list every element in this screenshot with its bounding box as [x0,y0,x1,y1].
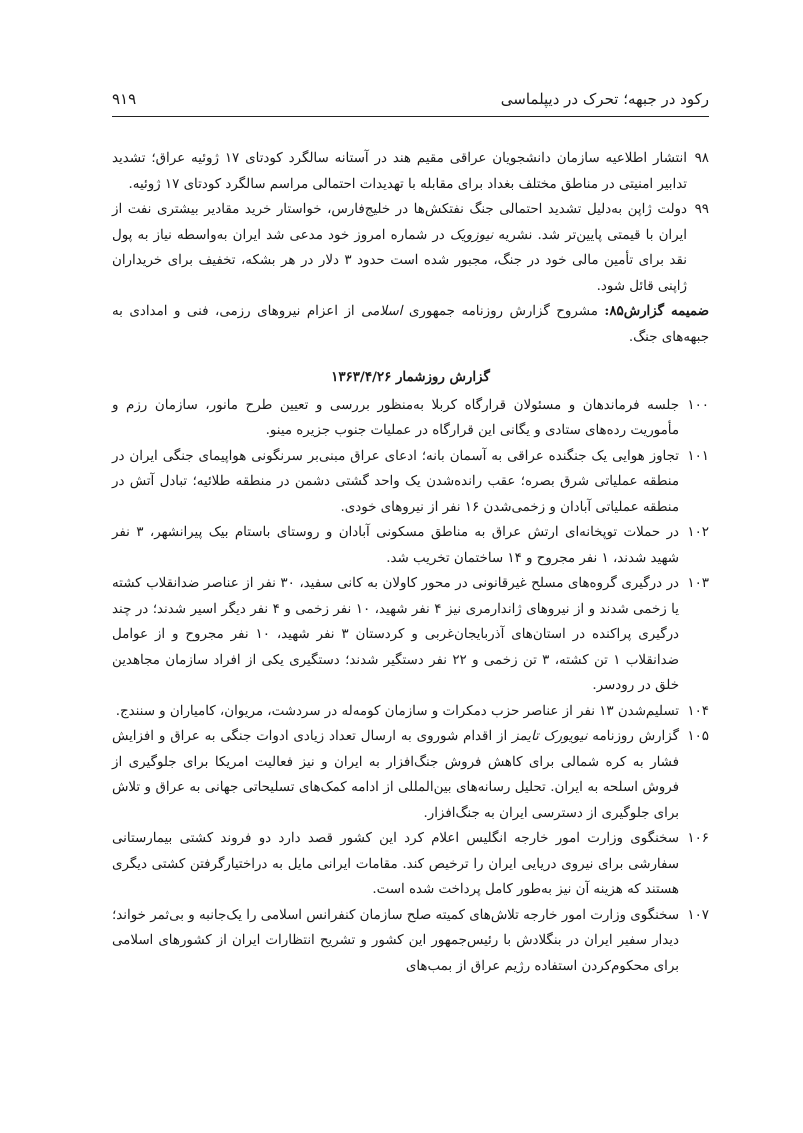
page-header [112,86,709,117]
page-number: ۹۱۹ [112,90,137,108]
entry-text: در شماره امروز خود مدعی شد ایران به‌واسطه نیاز به پول نقد برای تأمین مالی خود در جنگ، مجبور شده است حدود ۳ دلار در هر بشکه، تخفیف برای خریداران ژاپنی قائل شود. [112,227,687,294]
entry-number: ۱۰۰ [687,397,709,413]
entry-text: تسلیم‌شدن ۱۳ نفر از عناصر حزب دمکرات و سازمان کومه‌له در سردشت، مریوان، کامیاران و سنندج. [115,703,679,719]
entry-107 [112,903,709,980]
entry-number: ۱۰۱ [687,448,709,464]
entry-101 [112,444,709,521]
entry-99 [112,197,709,299]
entry-text: انتشار اطلاعیه سازمان دانشجویان عراقی مقیم هند در آستانه سالگرد کودتای ۱۷ ژوئیه عراق؛ تشدید تدابیر امنیتی در مناطق مختلف بغداد برای مقابله با تهدیدات احتمالی مراسم سالگرد کودتای ۱۷ ژوئیه. [112,151,687,192]
running-title: رکود در جبهه؛ تحرک در دیپلماسی [500,90,709,108]
entry-102 [112,520,709,571]
entry-number: ۹۸ [694,151,709,166]
entry-text: تجاوز هوایی یک جنگنده عراقی به آسمان بانه؛ ادعای عراق مبنی‌بر سرنگونی هواپیمای جنگی ایران در منطقه عملیاتی شرق بصره؛ عقب رانده‌شدن یک واحد گشتی دشمن در منطقه طلائیه؛ تبادل آتش در منطقه عملیاتی آبادان و زخمی‌شدن ۱۶ نفر از نیروهای خودی. [112,448,679,515]
entry-105 [112,724,709,826]
supplement-text: از اعزام نیروهای رزمی، فنی و امدادی به جبهه‌های جنگ. [112,304,709,345]
entry-104 [112,699,709,725]
supplement-text: مشروح گزارش روزنامه جمهوری [402,304,605,319]
entry-text: در درگیری گروه‌های مسلح غیرقانونی در محور کاولان به کانی سفید، ۳۰ نفر از عناصر ضدانقلاب کشته یا زخمی شدند و از نیروهای ژاندارمری نیز ۴ نفر شهید، ۱۰ نفر زخمی و ۴ نفر دیگر اسیر شدند؛ در چند درگیری پراکنده در استان‌های آذربایجان‌غربی و کردستان ۳ نفر شهید، ۱۰ نفر مجروح و از عوامل ضدانقلاب ۱ تن کشته، ۳ تن زخمی و ۲۲ نفر دستگیر شدند؛ دستگیری یکی از افراد سازمان مجاهدین خلق در رودسر. [112,576,680,693]
entry-number: ۱۰۴ [687,703,709,719]
entry-number: ۱۰۶ [687,831,709,846]
publication-name: نیویورک تایمز [512,729,588,744]
entry-text: گزارش روزنامه [587,729,680,744]
entry-number: ۹۹ [694,202,709,217]
entry-103 [112,571,709,699]
page-body [112,146,709,979]
entry-text: جلسه فرماندهان و مسئولان قرارگاه کربلا به‌منظور بررسی و تعیین طرح مانور، سازمان رزم و مأموریت رده‌های ستادی و یگانی این قرارگاه در عملیات جنوب جزیره مینو. [112,397,679,438]
entry-text: سخنگوی وزارت امور خارجه تلاش‌های کمیته صلح سازمان کنفرانس اسلامی را یک‌جانبه و بی‌ثمر خواند؛ دیدار سفیر ایران در بنگلادش با رئیس‌جمهور این کشور و تشریح انتظارات ایران از کشورهای اسلامی برای محکوم‌کردن استفاده رژیم عراق از بمب‌های [112,907,679,974]
entry-106 [112,826,709,903]
entry-number: ۱۰۵ [687,729,709,744]
publication-name: اسلامی [361,304,403,319]
section-title: گزارش روزشمار ۱۳۶۳/۴/۲۶ [331,369,490,385]
entry-text: از اقدام شوروی به ارسال تعداد زیادی ادوات جنگی به عراق و افزایش فشار به کره شمالی برای کاهش فروش جنگ‌افزار به ایران و نیز فعالیت امریکا برای جلوگیری از فروش اسلحه به ایران. تحلیل رسانه‌های بین‌المللی از ادامه کمک‌های تسلیحاتی جهانی به عراق و تلاش برای جلوگیری از دسترسی ایران به جنگ‌افزار. [112,729,679,821]
supplement-note [112,299,709,350]
entry-98 [112,146,709,197]
supplement-label: ضمیمه گزارش۸۵: [604,303,710,319]
entry-number: ۱۰۳ [687,576,709,591]
entry-100 [112,393,709,444]
entry-text: دولت ژاپن به‌دلیل تشدید احتمالی جنگ نفتکش‌ها در خلیج‌فارس، خواستار خرید مقادیر بیشتری نفت از ایران با قیمتی پایین‌تر شد. نشریه [112,202,687,243]
publication-name: نیوزویک [449,227,494,243]
entry-number: ۱۰۲ [687,525,709,540]
entry-text: در حملات توپخانه‌ای ارتش عراق به مناطق مسکونی آبادان و روستای باستام بیک پیرانشهر، ۳ نفر شهید شدند، ۱ نفر مجروح و ۱۴ ساختمان تخریب شد. [112,525,679,566]
entry-text: سخنگوی وزارت امور خارجه انگلیس اعلام کرد این کشور قصد دارد دو فروند کشتی بیمارستانی سفارشی برای نیروی دریایی ایران را ترخیص کند. مقامات ایرانی مایل به دراختیارگرفتن کشتی دیگری هستند که هزینه آن نیز به‌طور کامل پرداخت شده است. [112,831,679,897]
entry-number: ۱۰۷ [687,907,709,923]
